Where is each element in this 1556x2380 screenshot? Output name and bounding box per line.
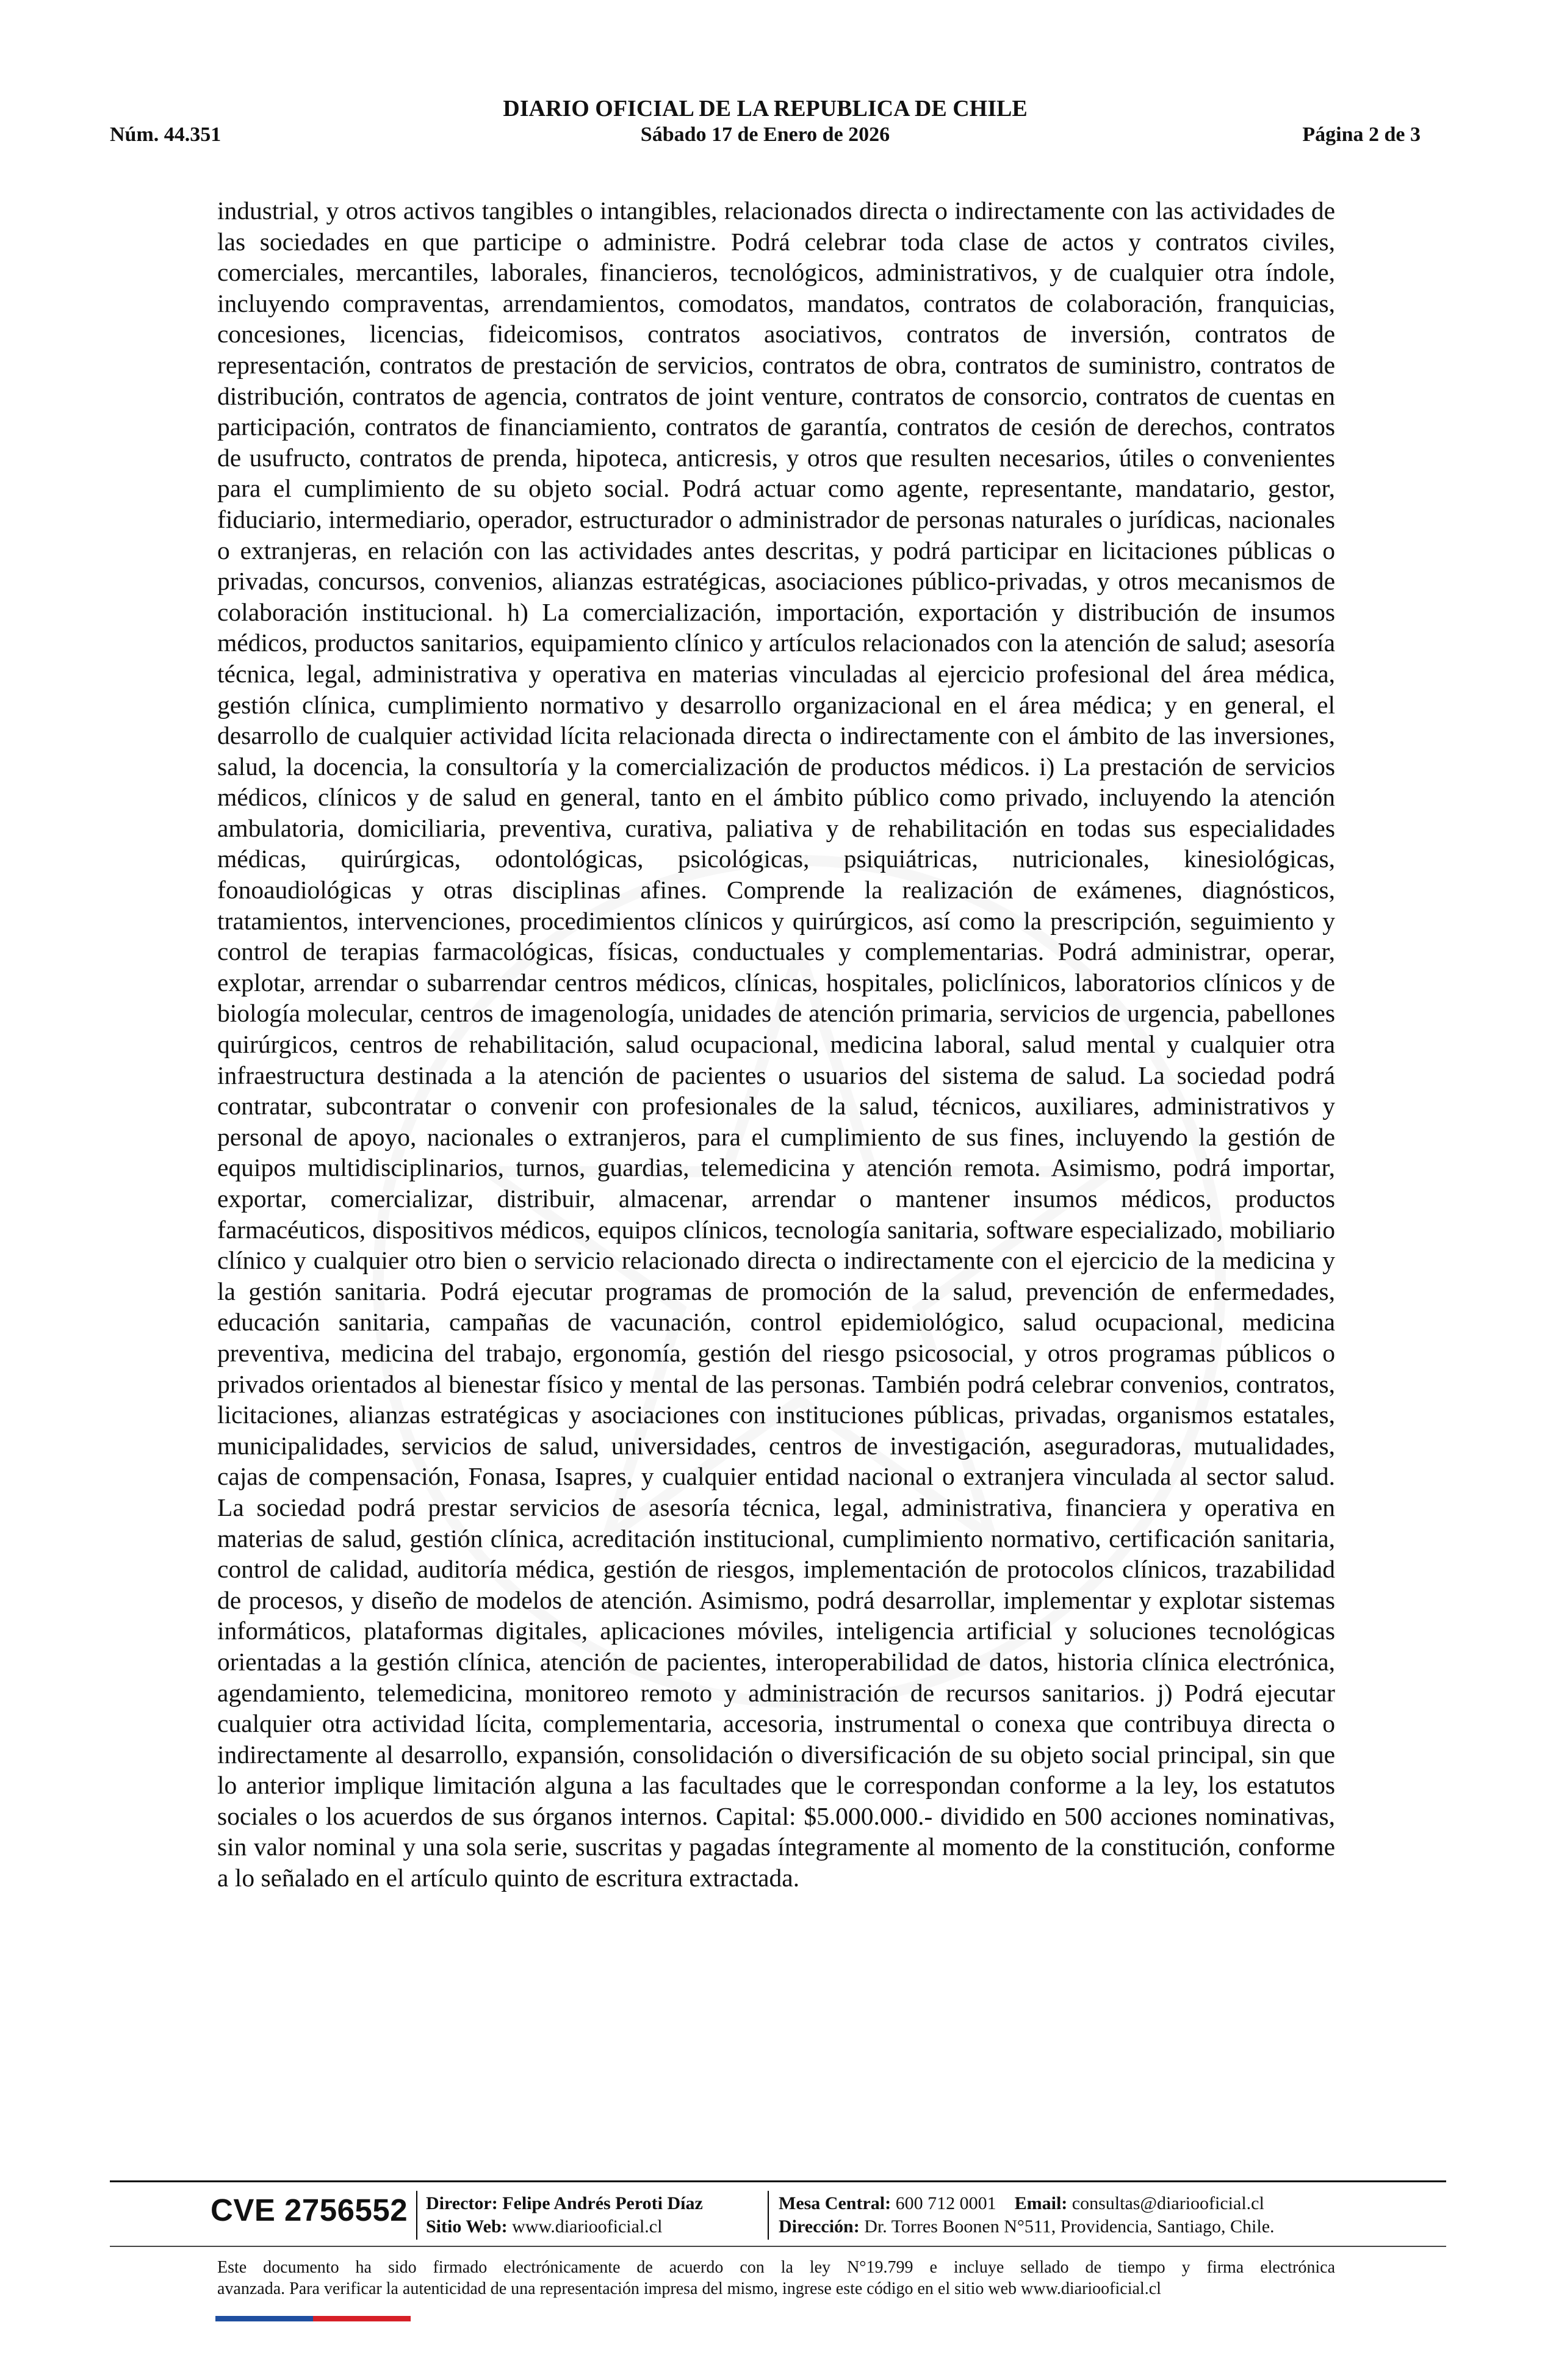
- website-label: Sitio Web:: [426, 2216, 508, 2237]
- issue-number: Núm. 44.351: [110, 123, 222, 146]
- footer-divider-bottom: [110, 2246, 1446, 2247]
- flag-blue-stripe: [215, 2316, 313, 2321]
- legal-line: avanzada. Para verificar la autenticidad de una representación impresa del mismo, ingrese este código en el sitio web www.diariooficial.cl: [217, 2279, 1161, 2298]
- website-link[interactable]: www.diariooficial.cl: [512, 2216, 663, 2237]
- cve-code: CVE 2756552: [211, 2193, 408, 2227]
- email-link[interactable]: consultas@diariooficial.cl: [1072, 2193, 1264, 2213]
- address-label: Dirección:: [779, 2216, 860, 2237]
- legal-notice: [217, 2257, 1335, 2299]
- issue-date: Sábado 17 de Enero de 2026: [640, 123, 890, 146]
- phone-label: Mesa Central:: [779, 2193, 891, 2213]
- footer-separator: [768, 2191, 769, 2240]
- email-label: Email:: [1014, 2193, 1068, 2213]
- director-label: Director:: [426, 2193, 498, 2213]
- flag-red-stripe: [313, 2316, 411, 2321]
- address-value: Dr. Torres Boonen N°511, Providencia, Santiago, Chile.: [864, 2216, 1275, 2237]
- phone-value: 600 712 0001: [895, 2193, 996, 2213]
- publication-title: DIARIO OFICIAL DE LA REPUBLICA DE CHILE: [503, 96, 1028, 121]
- legal-line: Este documento ha sido firmado electrónicamente de acuerdo con la ley N°19.799 e incluye sellado de tiempo y firma electrónica: [217, 2258, 1335, 2277]
- footer-separator: [416, 2191, 417, 2240]
- chile-flag-bar: [215, 2316, 411, 2321]
- director-name: Felipe Andrés Peroti Díaz: [502, 2193, 703, 2213]
- footer-director-block: [426, 2192, 703, 2238]
- article-body: industrial, y otros activos tangibles o intangibles, relacionados directa o indirectamente con las actividades de las sociedades en que participe o administre. Podrá celebrar toda clase de actos y contratos civiles, comerciales, mercantiles, laborales, financieros, tecnológicos, administrativos, y de cualquier otra índole, incluyendo compraventas, arrendamientos, comodatos, mandatos, contratos de colaboración, franquicias, concesiones, licencias, fideicomisos, contratos asociativos, contratos de inversión, contratos de representación, contratos de prestación de servicios, contratos de obra, contratos de suministro, contratos de distribución, contratos de agencia, contratos de joint venture, contratos de consorcio, contratos de cuentas en participación, contratos de financiamiento, contratos de garantía, contratos de cesión de derechos, contratos de usufructo, contratos de prenda, hipoteca, anticresis, y otros que resulten necesarios, útiles o convenientes para el cumplimiento de su objeto social. Podrá actuar como agente, representante, mandatario, gestor, fiduciario, intermediario, operador, estructurador o administrador de personas naturales o jurídicas, nacionales o extranjeras, en relación con las actividades antes descritas, y podrá participar en licitaciones públicas o privadas, concursos, convenios, alianzas estratégicas, asociaciones público-privadas, y otros mecanismos de colaboración institucional. h) La comercialización, importación, exportación y distribución de insumos médicos, productos sanitarios, equipamiento clínico y artículos relacionados con la atención de salud; asesoría técnica, legal, administrativa y operativa en materias vinculadas al ejercicio profesional del área médica, gestión clínica, cumplimiento normativo y desarrollo organizacional en el área médica; y en general, el desarrollo de cualquier actividad lícita relacionada directa o indirectamente con el ámbito de las inversiones, salud, la docencia, la consultoría y la comercialización de productos médicos. i) La prestación de servicios médicos, clínicos y de salud en general, tanto en el ámbito público como privado, incluyendo la atención ambulatoria, domiciliaria, preventiva, curativa, paliativa y de rehabilitación en todas sus especialidades médicas, quirúrgicas, odontológicas, psicológicas, psiquiátricas, nutricionales, kinesiológicas, fonoaudiológicas y otras disciplinas afines. Comprende la realización de exámenes, diagnósticos, tratamientos, intervenciones, procedimientos clínicos y quirúrgicos, así como la prescripción, seguimiento y control de terapias farmacológicas, físicas, conductuales y complementarias. Podrá administrar, operar, explotar, arrendar o subarrendar centros médicos, clínicas, hospitales, policlínicos, laboratorios clínicos y de biología molecular, centros de imagenología, unidades de atención primaria, servicios de urgencia, pabellones quirúrgicos, centros de rehabilitación, salud ocupacional, medicina laboral, salud mental y cualquier otra infraestructura destinada a la atención de pacientes o usuarios del sistema de salud. La sociedad podrá contratar, subcontratar o convenir con profesionales de la salud, técnicos, auxiliares, administrativos y personal de apoyo, nacionales o extranjeros, para el cumplimiento de sus fines, incluyendo la gestión de equipos multidisciplinarios, turnos, guardias, telemedicina y atención remota. Asimismo, podrá importar, exportar, comercializar, distribuir, almacenar, arrendar o mantener insumos médicos, productos farmacéuticos, dispositivos médicos, equipos clínicos, tecnología sanitaria, software especializado, mobiliario clínico y cualquier otro bien o servicio relacionado directa o indirectamente con el ejercicio de la medicina y la gestión sanitaria. Podrá ejecutar programas de promoción de la salud, prevención de enfermedades, educación sanitaria, campañas de vacunación, control epidemiológico, salud ocupacional, medicina preventiva, medicina del trabajo, ergonomía, gestión del riesgo psicosocial, y otros programas públicos o privados orientados al bienestar físico y mental de las personas. También podrá celebrar convenios, contratos, licitaciones, alianzas estratégicas y asociaciones con instituciones públicas, privadas, organismos estatales, municipalidades, servicios de salud, universidades, centros de investigación, aseguradoras, mutualidades, cajas de compensación, Fonasa, Isapres, y cualquier entidad nacional o extranjera vinculada al sector salud. La sociedad podrá prestar servicios de asesoría técnica, legal, administrativa, financiera y operativa en materias de salud, gestión clínica, acreditación institucional, cumplimiento normativo, certificación sanitaria, control de calidad, auditoría médica, gestión de riesgos, implementación de protocolos clínicos, trazabilidad de procesos, y diseño de modelos de atención. Asimismo, podrá desarrollar, implementar y explotar sistemas informáticos, plataformas digitales, aplicaciones móviles, inteligencia artificial y soluciones tecnológicas orientadas a la gestión clínica, atención de pacientes, interoperabilidad de datos, historia clínica electrónica, agendamiento, telemedicina, monitoreo remoto y administración de recursos sanitarios. j) Podrá ejecutar cualquier otra actividad lícita, complementaria, accesoria, instrumental o conexa que contribuya directa o indirectamente al desarrollo, expansión, consolidación o diversificación de su objeto social principal, sin que lo anterior implique limitación alguna a las facultades que le correspondan conforme a la ley, los estatutos sociales o los acuerdos de sus órganos internos. Capital: $5.000.000.- dividido en 500 acciones nominativas, sin valor nominal y una sola serie, suscritas y pagadas íntegramente al momento de la constitución, conforme a lo señalado en el artículo quinto de escritura extractada.: [217, 197, 1335, 1892]
- page-indicator: Página 2 de 3: [1302, 123, 1421, 146]
- footer-divider-top: [110, 2180, 1446, 2182]
- page-header: [110, 92, 1421, 159]
- footer-contact-block: [779, 2192, 1275, 2238]
